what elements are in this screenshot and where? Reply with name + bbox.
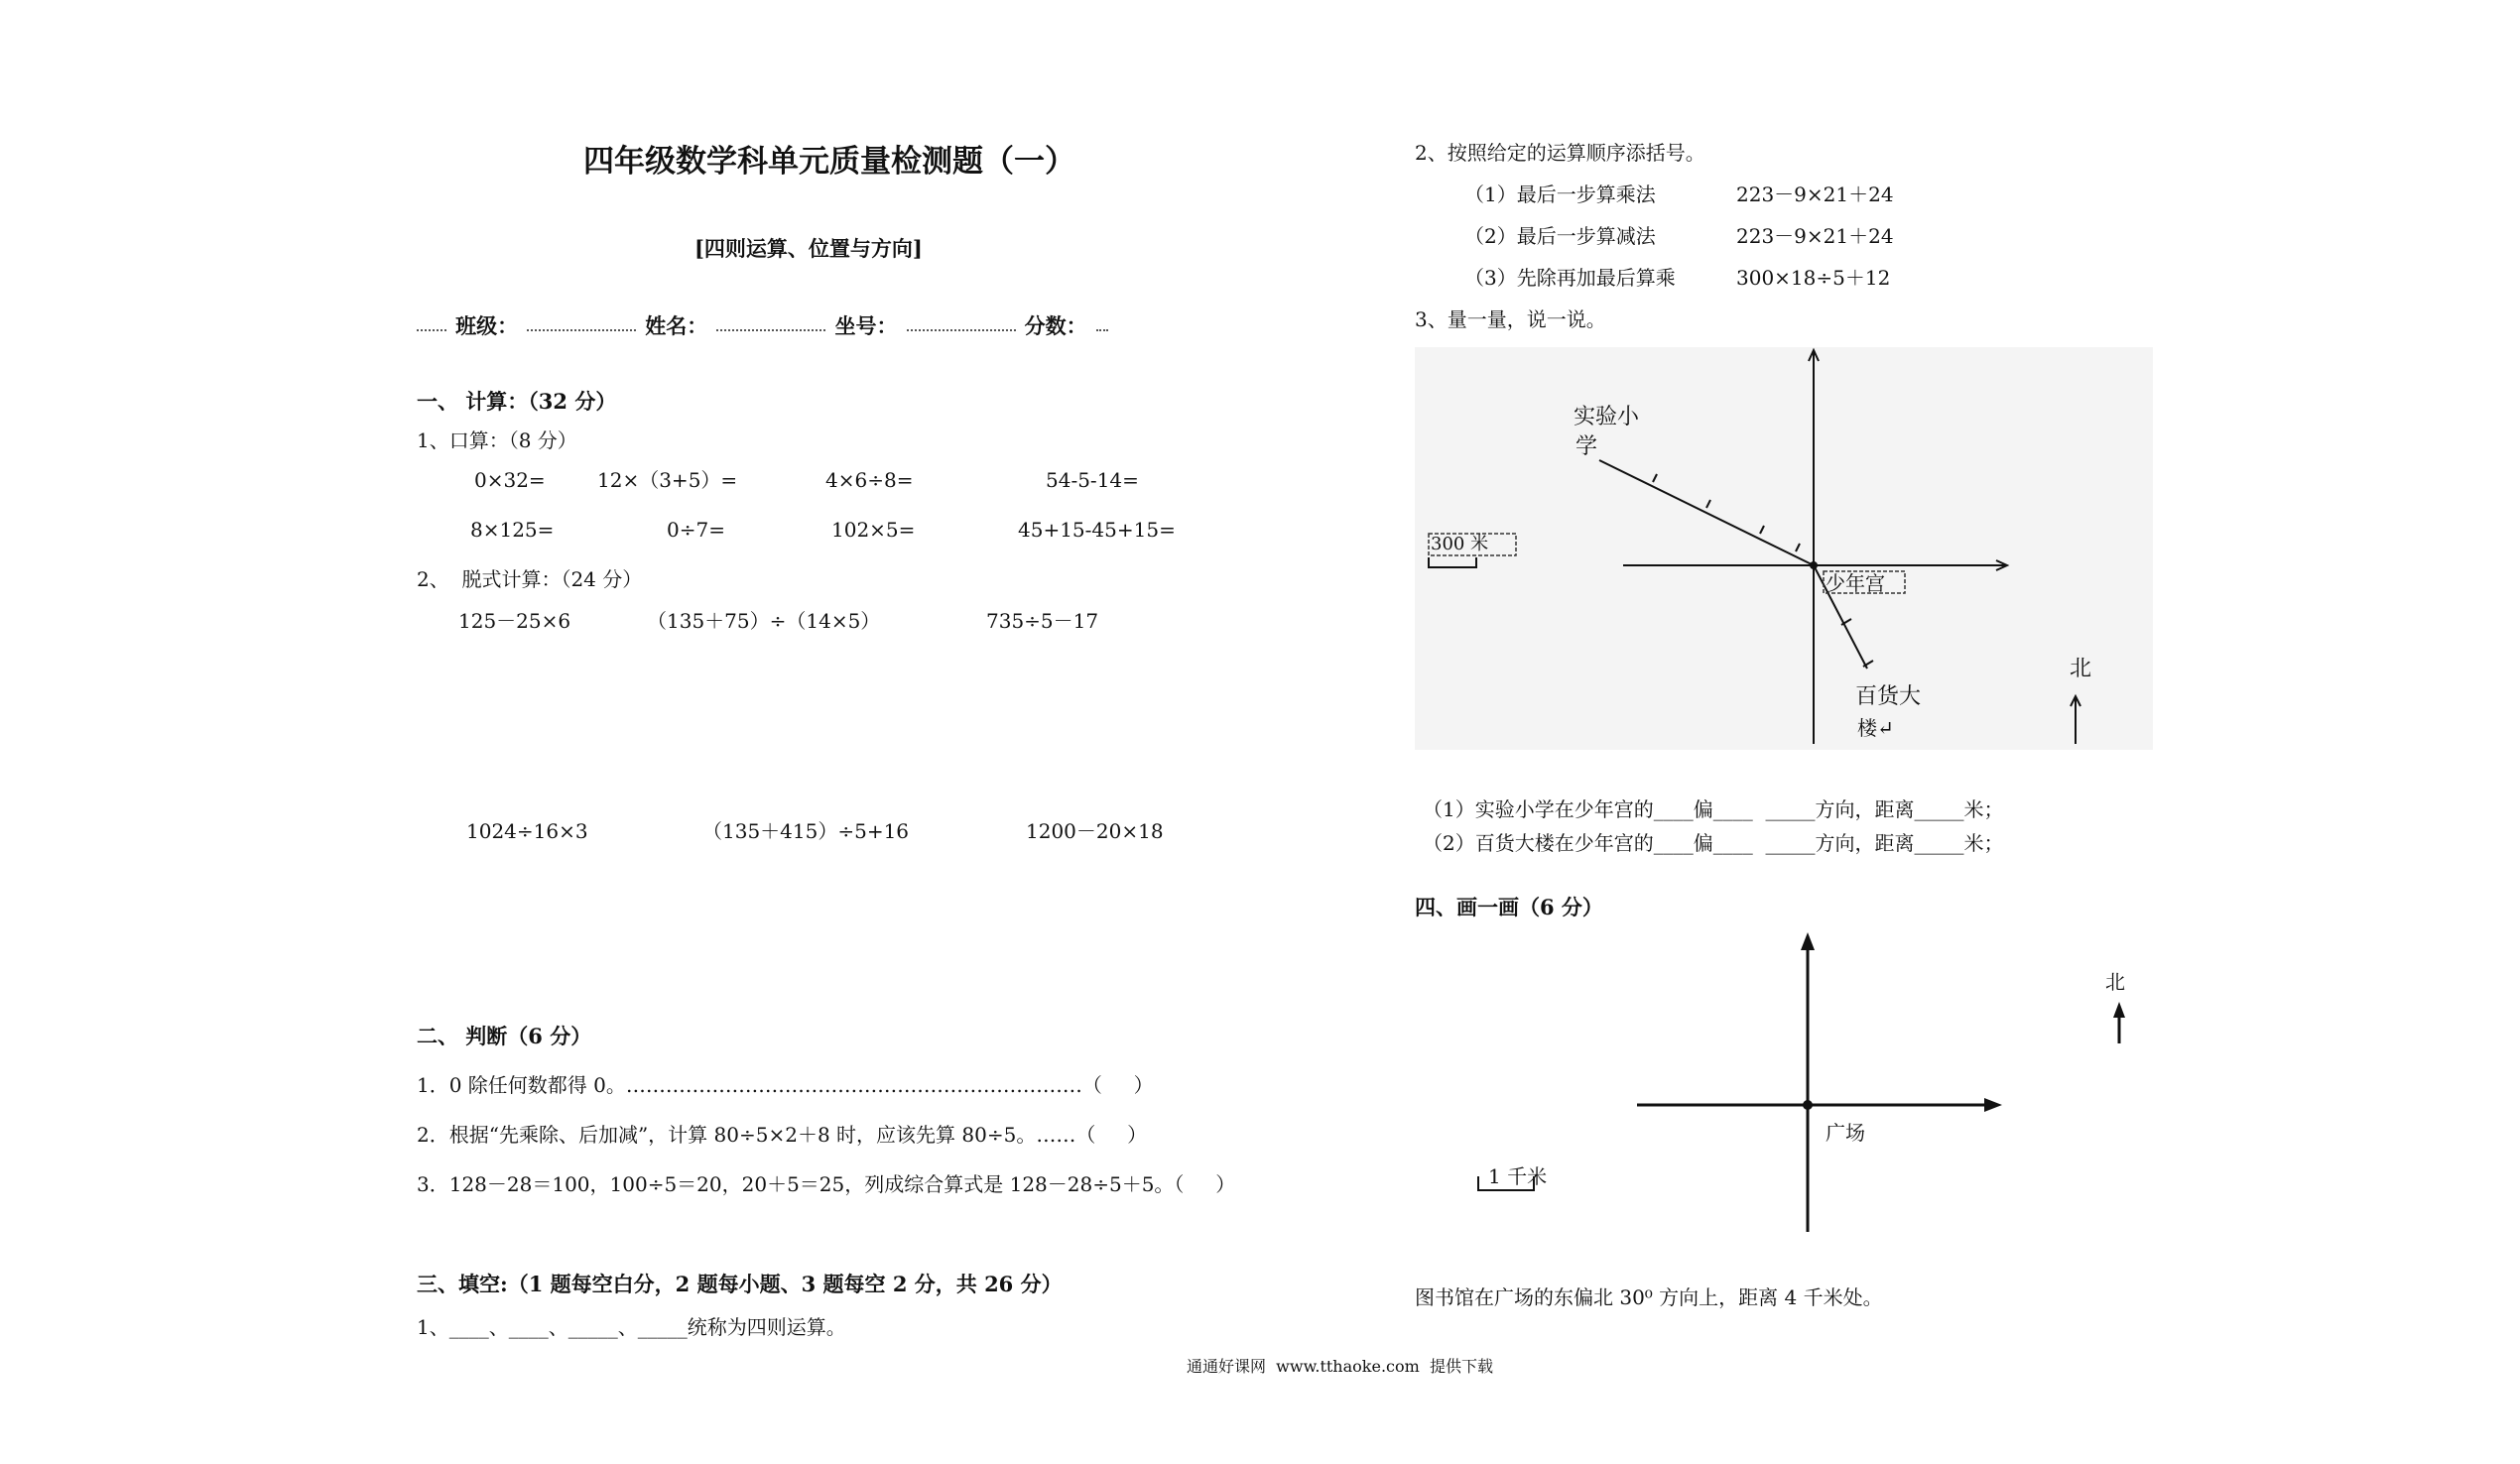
- oral-item: 8×125=: [470, 518, 555, 542]
- judge-item: 3．128－28＝100，100÷5＝20，20＋5＝25，列成综合算式是 128－28÷5＋5。（ ）: [417, 1172, 1236, 1196]
- map1-question: （2）百货大楼在少年宫的____偏____ _____方向，距离_____米；: [1423, 831, 2004, 855]
- oral-item: 0×32=: [474, 468, 546, 492]
- map1-origin-point: [1810, 561, 1818, 569]
- class-field-label: 班级：: [455, 313, 519, 338]
- page-footer: 通通好课网 www.tthaoke.com 提供下载: [1187, 1357, 1493, 1376]
- map1-school-line: [1599, 460, 1814, 565]
- map1-label-palace: 少年宫: [1826, 571, 1885, 595]
- bracket-item-label: （1）最后一步算乘法: [1464, 183, 1656, 206]
- oral-calc-label: 1、口算：（8 分）: [417, 428, 577, 452]
- direction-map-1: [1415, 347, 2153, 750]
- oral-item: 54-5-14=: [1046, 468, 1139, 492]
- fill-q3-heading: 3、量一量，说一说。: [1415, 307, 1606, 331]
- map2-diagram: [1458, 922, 2153, 1240]
- judge-item: 2．根据“先乘除、后加减”，计算 80÷5×2＋8 时，应该先算 80÷5。……（ ）: [417, 1123, 1148, 1147]
- direction-map-2: [1458, 922, 2153, 1240]
- bracket-item-expr: 300×18÷5＋12: [1736, 266, 1891, 290]
- section2-heading: 二、 判断（6 分）: [417, 1024, 592, 1048]
- page-subtitle: [四则运算、位置与方向]: [694, 236, 923, 261]
- map1-label-scale: 300 米: [1431, 534, 1489, 554]
- map1-scale-bar: [1429, 557, 1476, 567]
- header-fields: [417, 315, 1108, 337]
- map1-diagram: [1415, 347, 2153, 750]
- section3-heading: 三、填空:（1 题每空白分，2 题每小题、3 题每空 2 分，共 26 分）: [417, 1272, 1063, 1296]
- draw-instruction: 图书馆在广场的东偏北 30⁰ 方向上，距离 4 千米处。: [1415, 1285, 1883, 1309]
- oral-item: 45+15-45+15=: [1018, 518, 1176, 542]
- fill-q2-heading: 2、按照给定的运算顺序添括号。: [1415, 141, 1705, 165]
- name-field-label: 姓名：: [645, 313, 708, 338]
- map1-school-ticks: [1653, 474, 1800, 551]
- section1-heading: 一、 计算：（32 分）: [417, 389, 617, 414]
- map2-label-square: 广场: [1826, 1121, 1865, 1145]
- map1-label-north: 北: [2070, 657, 2092, 681]
- page-title: 四年级数学科单元质量检测题（一）: [583, 144, 1075, 180]
- step-item: 1200－20×18: [1026, 819, 1164, 843]
- step-calc-label: 2、 脱式计算：（24 分）: [417, 567, 643, 591]
- seat-field-label: 坐号：: [834, 313, 898, 338]
- map1-question: （1）实验小学在少年宫的____偏____ _____方向，距离_____米；: [1423, 797, 2004, 821]
- map2-label-scale: 1 千米: [1488, 1164, 1548, 1188]
- step-item: （135＋415）÷5+16: [702, 819, 910, 843]
- oral-item: 12×（3+5）=: [597, 468, 738, 492]
- section4-heading: 四、画一画（6 分）: [1415, 895, 1603, 919]
- map2-label-north: 北: [2105, 970, 2125, 994]
- judge-item: 1．0 除任何数都得 0。……………………………………………………………（ ）: [417, 1073, 1154, 1097]
- oral-item: 0÷7=: [667, 518, 725, 542]
- map1-label-school-line1: 实验小: [1574, 405, 1640, 429]
- oral-item: 4×6÷8=: [825, 468, 914, 492]
- map1-label-store-line2: 楼↵: [1857, 716, 1894, 740]
- oral-item: 102×5=: [831, 518, 916, 542]
- map2-origin-point: [1803, 1100, 1813, 1110]
- step-item: 735÷5－17: [986, 609, 1099, 633]
- bracket-item-label: （2）最后一步算减法: [1464, 224, 1656, 248]
- score-field-label: 分数：: [1024, 313, 1087, 338]
- bracket-item-expr: 223－9×21＋24: [1736, 224, 1894, 248]
- step-item: 1024÷16×3: [466, 819, 588, 843]
- step-item: （135＋75）÷（14×5）: [647, 609, 881, 633]
- fill-q1: 1、____、____、_____、_____统称为四则运算。: [417, 1315, 846, 1339]
- map1-label-store-line1: 百货大: [1855, 684, 1922, 709]
- bracket-item-expr: 223－9×21＋24: [1736, 183, 1894, 206]
- bracket-item-label: （3）先除再加最后算乘: [1464, 266, 1676, 290]
- map1-label-school-line2: 学: [1575, 434, 1598, 459]
- step-item: 125－25×6: [458, 609, 571, 633]
